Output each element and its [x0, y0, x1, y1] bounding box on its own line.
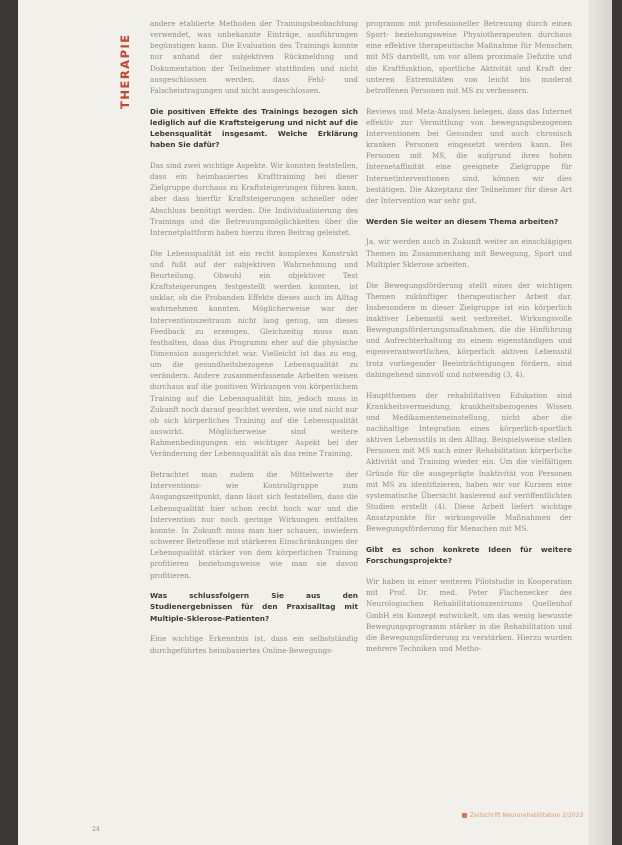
- paragraph: Ja, wir werden auch in Zukunft weiter an einschlägigen Themen im Zusammenhang mit Bewegung, Sport und Multipler Sklerose arbeiten.: [366, 237, 572, 269]
- footer-text: Zeitschrift Neurorehabilitation 2/2023: [470, 812, 584, 819]
- paragraph: Wir haben in einer weiteren Pilotstudie in Kooperation mit Prof. Dr. med. Peter Flachenecker des Neurologischen Rehabilitationszentrums Quellenhof GmbH ein Konzept entwickelt, um das wenig bewusste Bewegungsprogramm stärker in die Rehabilitation und die Bewegungsförderung zu verstärken. Hierzu wurden mehrere Techniken und Metho-: [366, 577, 572, 653]
- paragraph: Reviews und Meta-Analysen belegen, dass das Internet effektiv zur Vermittlung von bewegungsbezogenen Interventionen bei Gesunden und auch chronisch kranken Personen eingesetzt werden kann. Bei Personen mit MS, die aufgrund ihres hohen Internetaffinität eine geeignete Zielgruppe für Internetinterventionen sind, können wir dies bestätigen. Die Akzeptanz der Teilnehmer für diese Art der Intervention war sehr gut.: [366, 106, 572, 205]
- journal-logo-icon: [462, 813, 467, 818]
- interview-question: Was schlussfolgern Sie aus den Studienergebnissen für den Praxisalltag mit Multiple-Sklerose-Patienten?: [150, 591, 358, 623]
- interview-question: Gibt es schon konkrete Ideen für weitere Forschungsprojekte?: [366, 545, 572, 566]
- paragraph: Die Lebensqualität ist ein recht komplexes Konstrukt und fußt auf der subjektiven Wahrnehmung und Beurteilung. Obwohl ein objektiver Test Kraftsteigerungen festgestellt werden konnten, ist unklar, ob die Probanden Effekte dieses auch im Alltag wahrnehmen konnten. Möglicherweise war der Interventionszeitraum nicht lang genug, um dieses Feedback zu erzeugen. Gleichzeitig muss man festhalten, dass das Programm eher auf die physische Dimension ausgerichtet war. Vielleicht ist das zu eng, um die gesundheitsbezogene Lebensqualität zu verändern. Andere zusammenfassende Arbeiten weisen durchaus auf die positiven Wirkungen von körperlichem Training auf die Lebensqualität hin, jedoch muss in Zukunft noch darauf geachtet werden, wie und nicht nur ob sich körperliches Training auf die Lebensqualität auswirkt. Möglicherweise sind weitere Rahmenbedingungen ein wichtiger Aspekt bei der Veränderung der Lebensqualität als das reine Training.: [150, 248, 358, 459]
- paragraph: Hauptthemen der rehabilitativen Edukation sind Krankheitsvermeidung, krankheitsbezogenes Wissen und Medikamenteneinstellung, nicht aber die nachhaltige Integration eines körperlich-sportlich aktiven Lebensstils in den Alltag. Beispielsweise stellen Personen mit MS nach einer Rehabilitation körperliche Aktivität und Training wieder ein. Um die vielfältigen Gründe für die ausgeprägte Inaktivität von Personen mit MS zu identifizieren, haben wir vor Kurzem eine systematische Übersicht basierend auf veröffentlichten Studien erstellt (4). Diese Arbeit liefert wichtige Ansatzpunkte für wirkungsvolle Maßnahmen der Bewegungsförderung für Menschen mit MS.: [366, 390, 572, 534]
- right-column: [366, 18, 572, 664]
- paragraph: Betrachtet man zudem die Mittelwerte der Interventions- wie Kontrollgruppe zum Ausgangszeitpunkt, dann lässt sich feststellen, dass die Lebensqualität hier schon recht hoch war und die Intervention nur noch geringe Wirkungen entfalten konnte. In Zukunft muss man hier schauen, inwiefern schwerer Betroffene mit stärkeren Einschränkungen der Lebensqualität stärker von dem körperlichen Training profitieren beziehungsweise wie man sie davon profitieren.: [150, 470, 358, 580]
- paragraph: andere etablierte Methoden der Trainingsbeobachtung verwendet, was unbekannte Einträge, ausführungen begünstigen kann. Die Evaluation des Trainings konnte nur anhand der subjektiven Rückmeldung und Dokumentation der Teilnehmer stattfinden und nicht ausgeschlossen werden, dass Fehl- und Falscheintragungen und nicht ausgeschlossen.: [150, 19, 358, 95]
- footer: [462, 812, 583, 819]
- paragraph: Das sind zwei wichtige Aspekte. Wir konnten feststellen, dass ein heimbasiertes Krafttraining bei dieser Zielgruppe durchaus zu Kraftsteigerungen führen kann, aber dass hierfür Kraftsteigerungen schneller oder Abschluss benötigt werden. Die Individualisierung des Trainings und die Betreuungsmöglichkeiten über die Internetplattform haben hierzu ihren Beitrag geleistet.: [150, 160, 358, 237]
- section-label: THERAPIE: [118, 33, 132, 109]
- page-number: 24: [92, 826, 100, 833]
- interview-question: Werden Sie weiter an diesem Thema arbeiten?: [366, 216, 559, 226]
- paragraph: Die Bewegungsförderung stellt eines der wichtigen Themen zukünftiger therapeutischer Arbeit dar. Insbesondere in dieser Zielgruppe ist ein körperlich inaktiver Lebensstil weit verbreitet. Wirkungsvolle Bewegungsförderungsmaßnahmen, die die Hinführung und Aufrechterhaltung zu einem eigenständigen und eigenverantwortlichen, körperlich aktiven Lebensstil trotz vorliegender Beeinträchtigungen fördern, sind dahingehend sinnvoll und notwendig (3, 4).: [366, 280, 572, 379]
- interview-question: Die positiven Effekte des Trainings bezogen sich lediglich auf die Kraftsteigerung und nicht auf die Lebensqualität insgesamt. Welche Erklärung haben Sie dafür?: [150, 106, 358, 150]
- page-edge: [588, 0, 610, 845]
- paragraph: programm mit professioneller Betreuung durch einen Sport- beziehungsweise Physiotherapeuten durchaus eine effektive therapeutische Maßnahme für Menschen mit MS darstellt, um vor allem proximale Defizite und die Kraftfunktion, sportliche Aktivität und Kraft der unteren Extremitäten von leicht bis moderat betroffenen Personen mit MS zu verbessern.: [366, 19, 572, 95]
- paragraph: Eine wichtige Erkenntnis ist, dass ein selbstständig durchgeführtes heimbasiertes Online-Bewegungs-: [150, 634, 358, 655]
- left-column: [150, 18, 358, 665]
